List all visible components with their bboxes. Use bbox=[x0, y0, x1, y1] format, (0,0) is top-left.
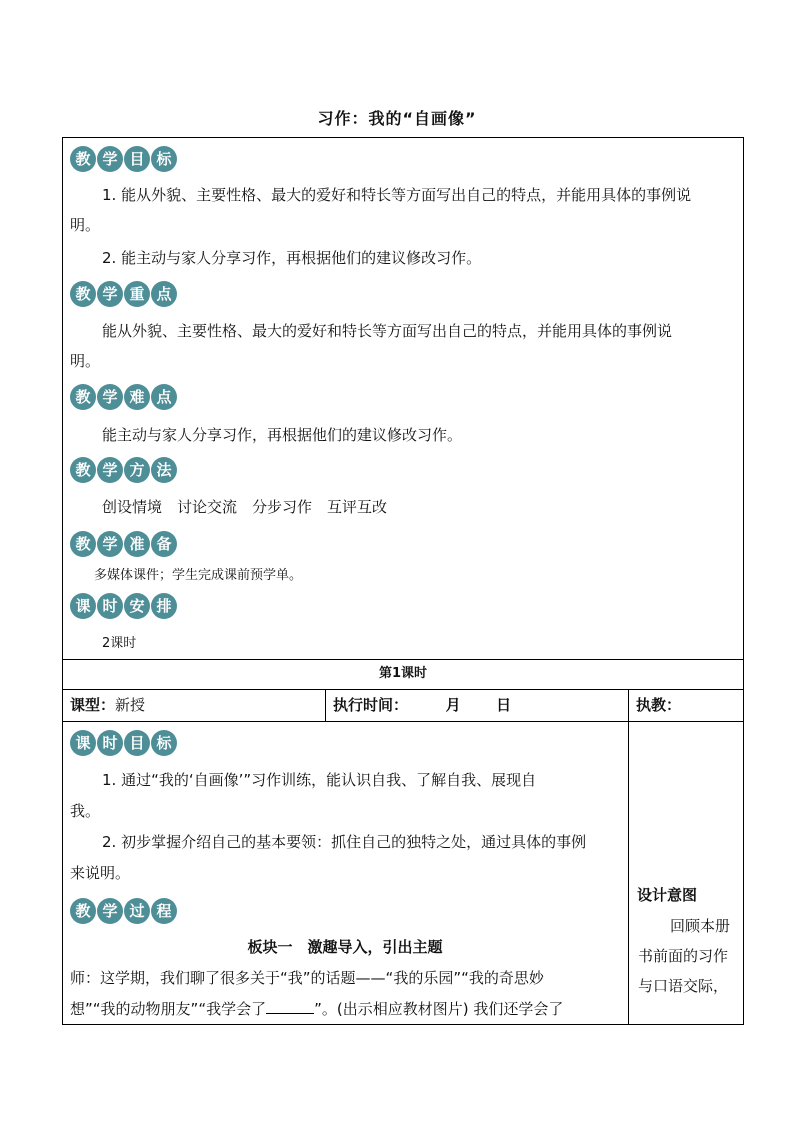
badge-char: 程 bbox=[151, 898, 177, 924]
lesson-day: 日 bbox=[496, 696, 512, 714]
section-badge-focus bbox=[70, 281, 177, 307]
badge-char: 教 bbox=[70, 457, 96, 483]
fill-blank bbox=[266, 999, 314, 1014]
lesson-type-label: 课型： bbox=[70, 696, 116, 714]
design-intent-text: 与口语交际， bbox=[638, 977, 729, 995]
badge-char: 标 bbox=[151, 146, 177, 172]
page-title: 习作：我的“自画像” bbox=[317, 109, 477, 128]
section-badge-difficulty bbox=[70, 384, 177, 410]
table-divider bbox=[62, 721, 744, 722]
process-text: 想”“我的动物朋友”“我学会了 bbox=[70, 1000, 267, 1018]
badge-char: 时 bbox=[97, 593, 123, 619]
badge-char: 学 bbox=[97, 146, 123, 172]
badge-char: 标 bbox=[151, 730, 177, 756]
section-badge-goals bbox=[70, 146, 177, 172]
table-divider bbox=[62, 689, 744, 690]
focus-text-cont: 明。 bbox=[70, 352, 101, 370]
table-divider bbox=[325, 689, 326, 721]
badge-char: 安 bbox=[124, 593, 150, 619]
badge-char: 点 bbox=[151, 384, 177, 410]
lesson-goal-1-cont: 我。 bbox=[70, 802, 101, 820]
badge-char: 学 bbox=[97, 281, 123, 307]
badge-char: 重 bbox=[124, 281, 150, 307]
goal-1-cont: 明。 bbox=[70, 216, 101, 234]
badge-char: 法 bbox=[151, 457, 177, 483]
schedule-text: 2课时 bbox=[102, 636, 137, 651]
badge-char: 学 bbox=[97, 898, 123, 924]
lesson-goal-2: 2. 初步掌握介绍自己的基本要领：抓住自己的独特之处，通过具体的事例 bbox=[102, 833, 587, 851]
process-paragraph: 师：这学期，我们聊了很多关于“我”的话题——“我的乐园”“我的奇思妙 bbox=[70, 969, 544, 987]
design-intent-text: 回顾本册 bbox=[670, 917, 731, 935]
goal-2: 2. 能主动与家人分享习作，再根据他们的建议修改习作。 bbox=[102, 249, 482, 267]
goal-1: 1. 能从外貌、主要性格、最大的爱好和特长等方面写出自己的特点，并能用具体的事例说 bbox=[102, 186, 692, 204]
focus-text: 能从外貌、主要性格、最大的爱好和特长等方面写出自己的特点，并能用具体的事例说 bbox=[102, 322, 673, 340]
badge-char: 课 bbox=[70, 730, 96, 756]
badge-char: 过 bbox=[124, 898, 150, 924]
design-intent-heading: 设计意图 bbox=[637, 886, 698, 904]
block-title: 板块一 激趣导入，引出主题 bbox=[247, 938, 443, 956]
lesson-goal-2-cont: 来说明。 bbox=[70, 864, 131, 882]
badge-char: 学 bbox=[97, 531, 123, 557]
badge-char: 难 bbox=[124, 384, 150, 410]
badge-char: 目 bbox=[124, 146, 150, 172]
badge-char: 排 bbox=[151, 593, 177, 619]
badge-char: 准 bbox=[124, 531, 150, 557]
lesson-goal-1: 1. 通过“我的‘自画像’”习作训练，能认识自我、了解自我、展现自 bbox=[102, 771, 537, 789]
lesson-heading: 第1课时 bbox=[378, 666, 428, 681]
badge-char: 学 bbox=[97, 384, 123, 410]
badge-char: 教 bbox=[70, 531, 96, 557]
table-divider bbox=[62, 659, 744, 660]
section-badge-methods bbox=[70, 457, 177, 483]
badge-char: 方 bbox=[124, 457, 150, 483]
process-text: ”。(出示相应教材图片) 我们还学会了 bbox=[314, 1000, 564, 1018]
badge-char: 点 bbox=[151, 281, 177, 307]
badge-char: 学 bbox=[97, 457, 123, 483]
section-badge-schedule bbox=[70, 593, 177, 619]
section-badge-process bbox=[70, 898, 177, 924]
badge-char: 教 bbox=[70, 146, 96, 172]
lesson-teacher-label: 执教： bbox=[636, 696, 682, 714]
lesson-type-value: 新授 bbox=[115, 696, 146, 714]
section-badge-lesson-goals bbox=[70, 730, 177, 756]
lesson-month: 月 bbox=[445, 696, 461, 714]
lesson-time bbox=[333, 695, 511, 715]
badge-char: 课 bbox=[70, 593, 96, 619]
badge-char: 教 bbox=[70, 898, 96, 924]
prep-text: 多媒体课件；学生完成课前预学单。 bbox=[94, 568, 303, 583]
difficulty-text: 能主动与家人分享习作，再根据他们的建议修改习作。 bbox=[102, 426, 463, 444]
lesson-type bbox=[70, 695, 145, 715]
process-paragraph-cont bbox=[70, 999, 563, 1019]
badge-char: 目 bbox=[124, 730, 150, 756]
lesson-time-label: 执行时间： bbox=[333, 696, 409, 714]
methods-text: 创设情境 讨论交流 分步习作 互评互改 bbox=[102, 498, 388, 516]
badge-char: 教 bbox=[70, 384, 96, 410]
section-badge-prep bbox=[70, 531, 177, 557]
design-intent-text: 书前面的习作 bbox=[638, 947, 729, 965]
badge-char: 备 bbox=[151, 531, 177, 557]
table-divider bbox=[628, 689, 629, 1025]
badge-char: 教 bbox=[70, 281, 96, 307]
badge-char: 时 bbox=[97, 730, 123, 756]
